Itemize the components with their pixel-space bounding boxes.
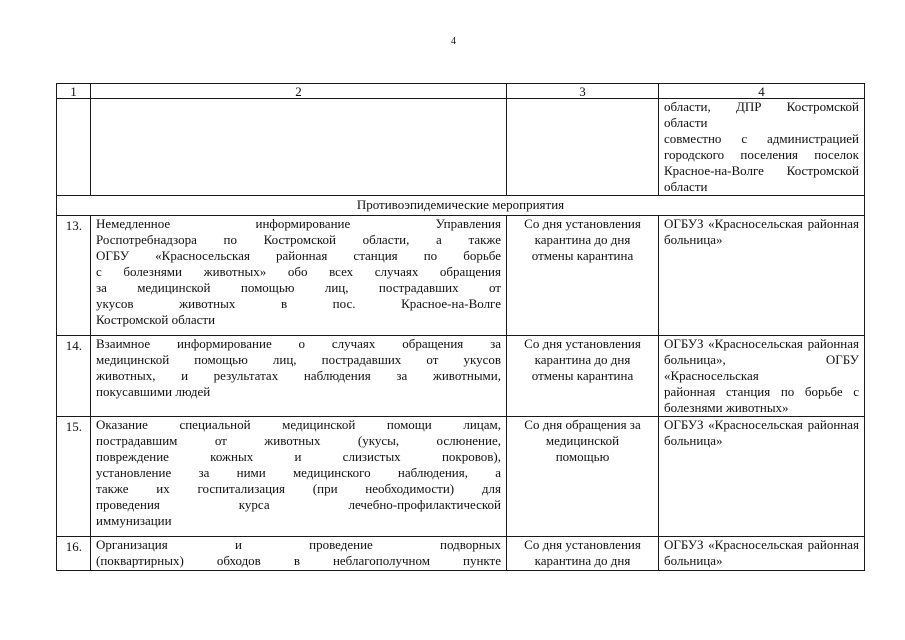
text-line: установление за ними медицинского наблюдения, а [96,465,501,480]
text-line: покусавшими людей [96,384,211,399]
term-cell [507,417,659,537]
text-line: Немедленное информирование Управления [96,216,501,231]
measures-table [56,83,865,571]
responsible-cell [659,216,865,336]
row-number: 16. [57,537,91,571]
text-line: болезнями животных» [664,400,789,415]
text-line: больница», ОГБУ «Красносельская [664,352,859,383]
text-line: больница» [664,553,723,568]
row-number: 15. [57,417,91,537]
term-cell [507,216,659,336]
continued-responsible-cell [659,99,865,196]
text-line: Роспотребнадзора по Костромской области, а также [96,232,501,247]
column-number-row [57,84,865,99]
text-line: помощью [555,449,610,464]
measure-cell [91,216,507,336]
table-row [57,216,865,336]
responsible-cell [659,417,865,537]
measure-cell [91,336,507,417]
table-row [57,417,865,537]
text-line: Со дня установления [524,216,641,231]
text-line: (поквартирных) обходов в неблагополучном пункте [96,553,501,568]
text-line: иммунизации [96,513,172,528]
term-cell [507,537,659,571]
text-line: также их госпитализация (при необходимости) для [96,481,501,496]
responsible-cell [659,537,865,571]
text-line: ОГБУЗ «Красносельская районная [664,336,859,351]
column-header-2: 2 [91,84,507,99]
responsible-cell [659,336,865,417]
text-line: Оказание специальной медицинской помощи лицам, [96,417,501,432]
text-line: Со дня обращения за [524,417,641,432]
text-line: городского поселения поселок [664,147,859,162]
text-line: области [664,179,708,194]
text-line: Со дня установления [524,537,641,552]
text-line: с болезнями животных» обо всех случаях обращения [96,264,501,279]
text-line: карантина до дня [534,553,631,568]
measure-cell [91,537,507,571]
text-line: Со дня установления [524,336,641,351]
text-line: укусов животных в пос. Красное-на-Волге [96,296,501,311]
page-number: 4 [451,36,456,47]
text-line: Организация и проведение подворных [96,537,501,552]
column-header-3: 3 [507,84,659,99]
text-line: ОГБУЗ «Красносельская районная [664,537,859,552]
text-line: Взаимное информирование о случаях обращения за [96,336,501,351]
text-line: совместно с администрацией [664,131,859,146]
term-cell [507,336,659,417]
text-line: ОГБУЗ «Красносельская районная [664,417,859,432]
text-line: медицинской помощью лиц, пострадавших от укусов [96,352,501,367]
measure-cell [91,417,507,537]
text-line: ОГБУЗ «Красносельская районная [664,216,859,231]
text-line: за медицинской помощью лиц, пострадавших от [96,280,501,295]
text-line: повреждение кожных и слизистых покровов), [96,449,501,464]
text-line: области, ДПР Костромской области [664,99,859,130]
text-line: отмены карантина [531,248,634,263]
row-number: 14. [57,336,91,417]
text-line: карантина до дня [534,232,631,247]
text-line: больница» [664,433,723,448]
text-line: Красное-на-Волге Костромской [664,163,859,178]
column-header-4: 4 [659,84,865,99]
section-row [57,196,865,216]
text-line: медицинской [545,433,620,448]
text-line: больница» [664,232,723,247]
text-line: пострадавшим от животных (укусы, ослюнение, [96,433,501,448]
table-row [57,537,865,571]
table-row [57,336,865,417]
text-line: карантина до дня [534,352,631,367]
text-line: отмены карантина [531,368,634,383]
continued-row [57,99,865,196]
text-line: животных, и результатах наблюдения за животными, [96,368,501,383]
section-title: Противоэпидемические мероприятия [57,196,865,216]
column-header-1: 1 [57,84,91,99]
text-line: районная станция по борьбе с [664,384,859,399]
text-line: Костромской области [96,312,216,327]
row-number: 13. [57,216,91,336]
text-line: проведения курса лечебно-профилактической [96,497,501,512]
text-line: ОГБУ «Красносельская районная станция по борьбе [96,248,501,263]
